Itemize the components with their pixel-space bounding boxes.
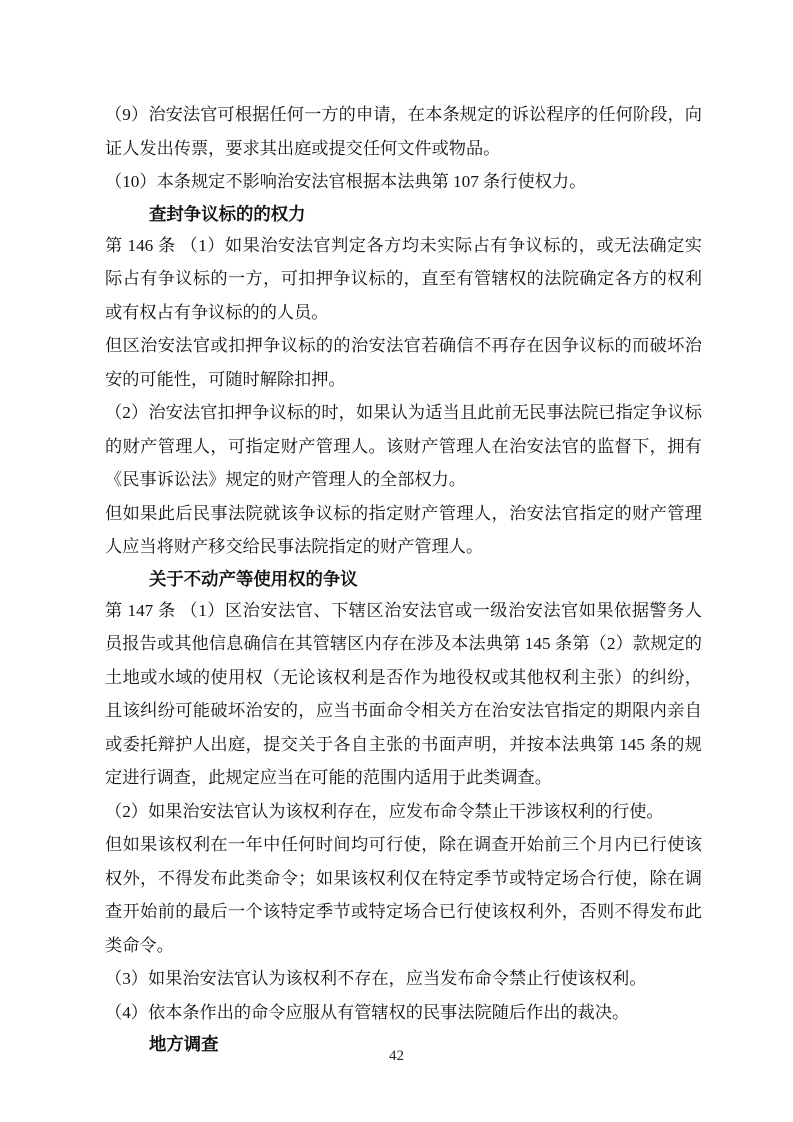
paragraph-article-146-proviso: 但区治安法官或扣押争议标的的治安法官若确信不再存在因争议标的而破坏治安的可能性，可随时解除扣押。 (105, 336, 702, 389)
paragraph-article-147-2-proviso: 但如果该权利在一年中任何时间均可行使，除在调查开始前三个月内已行使该权外，不得发布此类命令；如果该权利仅在特定季节或特定场合行使，除在调查开始前的最后一个该特定季节或特定场合已行使该权利外，否则不得发布此类命令。 (105, 835, 702, 955)
paragraph-article-146-2-proviso: 但如果此后民事法院就该争议标的指定财产管理人，治安法官指定的财产管理人应当将财产移交给民事法院指定的财产管理人。 (105, 503, 702, 556)
section-heading-immovable-use-rights: 关于不动产等使用权的争议 (149, 568, 358, 589)
paragraph-article-146-1: 第 146 条 （1）如果治安法官判定各方均未实际占有争议标的，或无法确定实际占有争议标的一方，可扣押争议标的，直至有管辖权的法院确定各方的权利或有权占有争议标的的人员。 (105, 235, 702, 322)
paragraph-article-147-4: （4）依本条作出的命令应服从有管辖权的民事法院随后作出的裁决。 (105, 1002, 630, 1022)
paragraph-article-147-1: 第 147 条 （1）区治安法官、下辖区治安法官或一级治安法官如果依据警务人员报告或其他信息确信在其管辖区内存在涉及本法典第 145 条第（2）款规定的土地或水域的使用权（无论该权利是否作为地役权或其他权利主张）的纠纷，且该纠纷可能破坏治安的，应当书面命令相关方在治安法官指定的期限内亲自或委托辩护人出庭，提交关于各自主张的书面声明，并按本法典第 145 条的规定进行调查，此规定应当在可能的范围内适用于此类调查。 (105, 600, 702, 787)
paragraph-article-147-3: （3）如果治安法官认为该权利不存在，应当发布命令禁止行使该权利。 (105, 969, 647, 988)
page-number: 42 (389, 1048, 404, 1064)
paragraph-clause-9: （9）治安法官可根据任何一方的申请，在本条规定的诉讼程序的任何阶段，向证人发出传票，要求其出庭或提交任何文件或物品。 (105, 105, 702, 158)
paragraph-article-147-2: （2）如果治安法官认为该权利存在，应发布命令禁止干涉该权利的行使。 (105, 801, 664, 821)
section-heading-local-inquiry: 地方调查 (149, 1034, 219, 1054)
section-heading-seizure-power: 查封争议标的的权力 (149, 203, 306, 224)
paragraph-article-146-2: （2）治安法官扣押争议标的时，如果认为适当且此前无民事法院已指定争议标的财产管理人，可指定财产管理人。该财产管理人在治安法官的监督下，拥有《民事诉讼法》规定的财产管理人的全部权力。 (105, 403, 702, 489)
paragraph-clause-10: （10）本条规定不影响治安法官根据本法典第 107 条行使权力。 (105, 172, 587, 191)
